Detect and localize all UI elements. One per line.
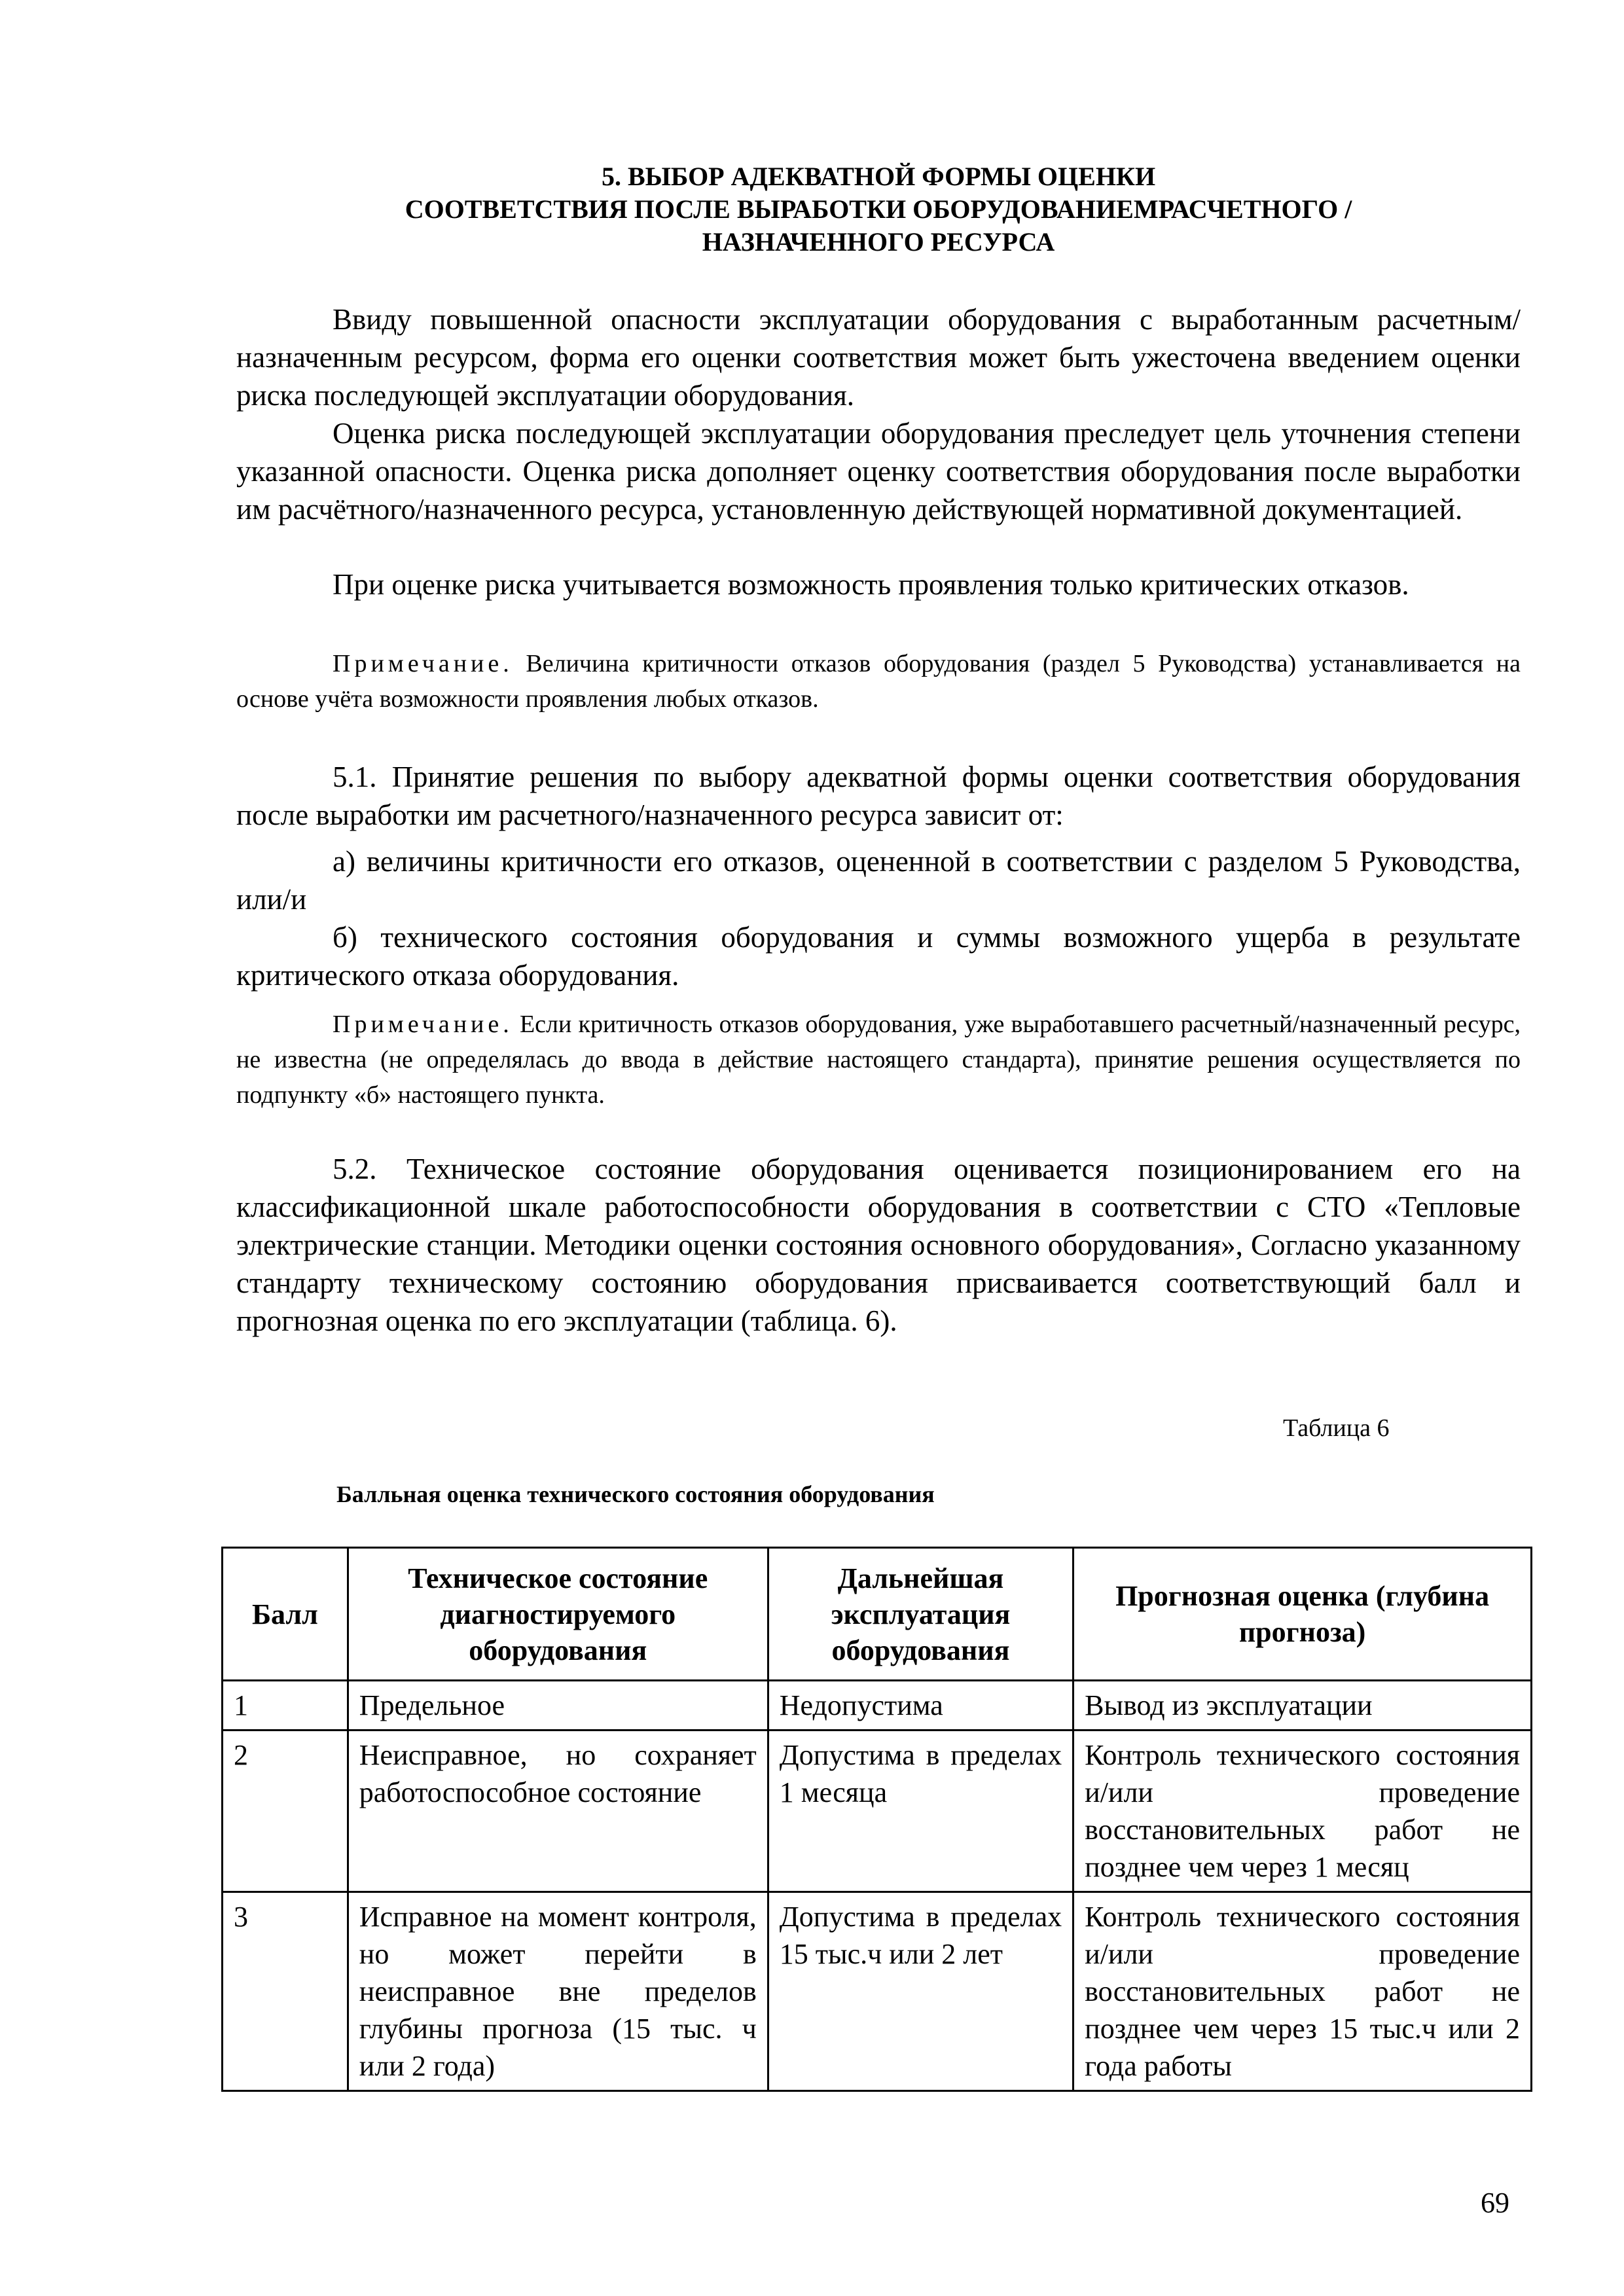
paragraph-1: Ввиду повышенной опасности эксплуатации оборудования с выработанным расчетным/назначенным ресурсом, форма его оценки соответствия может быть ужесточена введением оценки риска последующей эксплуатации оборудования. xyxy=(236,303,1521,412)
table-row xyxy=(223,1731,1532,1892)
header-condition: Техническое состояние диагностируемого оборудования xyxy=(348,1548,768,1681)
heading-line-1: 5. ВЫБОР АДЕКВАТНОЙ ФОРМЫ ОЦЕНКИ xyxy=(601,162,1156,191)
table-number: Таблица 6 xyxy=(1283,1414,1390,1442)
table-header-row xyxy=(223,1548,1532,1681)
cell-operation: Недопустима xyxy=(768,1681,1073,1731)
paragraph-b: б) технического состояния оборудования и суммы возможного ущерба в результате критического отказа оборудования. xyxy=(236,921,1521,992)
table-caption: Балльная оценка технического состояния оборудования xyxy=(336,1481,935,1507)
cell-score: 3 xyxy=(223,1892,348,2091)
paragraph-3: При оценке риска учитывается возможность проявления только критических отказов. xyxy=(333,568,1409,601)
cell-operation: Допустима в пределах 1 месяца xyxy=(768,1731,1073,1892)
cell-forecast: Контроль технического состояния и/или проведение восстановительных работ не позднее чем через 15 тыс.ч или 2 года работы xyxy=(1074,1892,1532,2091)
cell-score: 1 xyxy=(223,1681,348,1731)
note-label: Примечание. xyxy=(333,1011,513,1038)
page-number: 69 xyxy=(1481,2187,1509,2219)
section-heading xyxy=(236,160,1521,259)
cell-operation: Допустима в пределах 15 тыс.ч или 2 лет xyxy=(768,1892,1073,2091)
note-text: Если критичность отказов оборудования, уже выработавшего расчетный/назначенный ресурс, не известна (не определялась до ввода в действие настоящего стандарта), принятие решения осуществляется по подпункту «б» настоящего пункта. xyxy=(236,1011,1521,1109)
paragraph-a: а) величины критичности его отказов, оцененной в соответствии с разделом 5 Руководства, или/и xyxy=(236,845,1521,916)
cell-condition: Неисправное, но сохраняет работоспособное состояние xyxy=(348,1731,768,1892)
note-label: Примечание. xyxy=(333,650,513,677)
heading-line-3: НАЗНАЧЕННОГО РЕСУРСА xyxy=(702,227,1055,257)
heading-line-2: СООТВЕТСТВИЯ ПОСЛЕ ВЫРАБОТКИ ОБОРУДОВАНИЕМРАСЧЕТНОГО / xyxy=(405,194,1352,224)
score-table xyxy=(221,1547,1532,2092)
header-forecast: Прогнозная оценка (глубина прогноза) xyxy=(1074,1548,1532,1681)
note-2 xyxy=(236,1007,1521,1113)
table-row xyxy=(223,1892,1532,2091)
header-operation: Дальнейшая эксплуатация оборудования xyxy=(768,1548,1073,1681)
cell-forecast: Вывод из эксплуатации xyxy=(1074,1681,1532,1731)
paragraph-2: Оценка риска последующей эксплуатации оборудования преследует цель уточнения степени указанной опасности. Оценка риска дополняет оценку соответствия оборудования после выработки им расчётного/назначенного ресурса, установленную действующей нормативной документацией. xyxy=(236,417,1521,526)
cell-condition: Предельное xyxy=(348,1681,768,1731)
paragraph-5-2: 5.2. Техническое состояние оборудования оценивается позиционированием его на классификационной шкале работоспособности оборудования в соответствии с СТО «Тепловые электрические станции. Методики оценки состояния основного оборудования», Согласно указанному стандарту техническому состоянию оборудования присваивается соответствующий балл и прогнозная оценка по его эксплуатации (таблица. 6). xyxy=(236,1153,1521,1337)
note-1 xyxy=(236,646,1521,717)
paragraph-5-1: 5.1. Принятие решения по выбору адекватной формы оценки соответствия оборудования после выработки им расчетного/назначенного ресурса зависит от: xyxy=(236,761,1521,831)
note-text: Величина критичности отказов оборудования (раздел 5 Руководства) устанавливается на основе учёта возможности проявления любых отказов. xyxy=(236,650,1521,713)
cell-forecast: Контроль технического состояния и/или проведение восстановительных работ не позднее чем через 1 месяц xyxy=(1074,1731,1532,1892)
cell-score: 2 xyxy=(223,1731,348,1892)
table-row xyxy=(223,1681,1532,1731)
cell-condition: Исправное на момент контроля, но может перейти в неисправное вне пределов глубины прогноза (15 тыс. ч или 2 года) xyxy=(348,1892,768,2091)
header-score: Балл xyxy=(223,1548,348,1681)
